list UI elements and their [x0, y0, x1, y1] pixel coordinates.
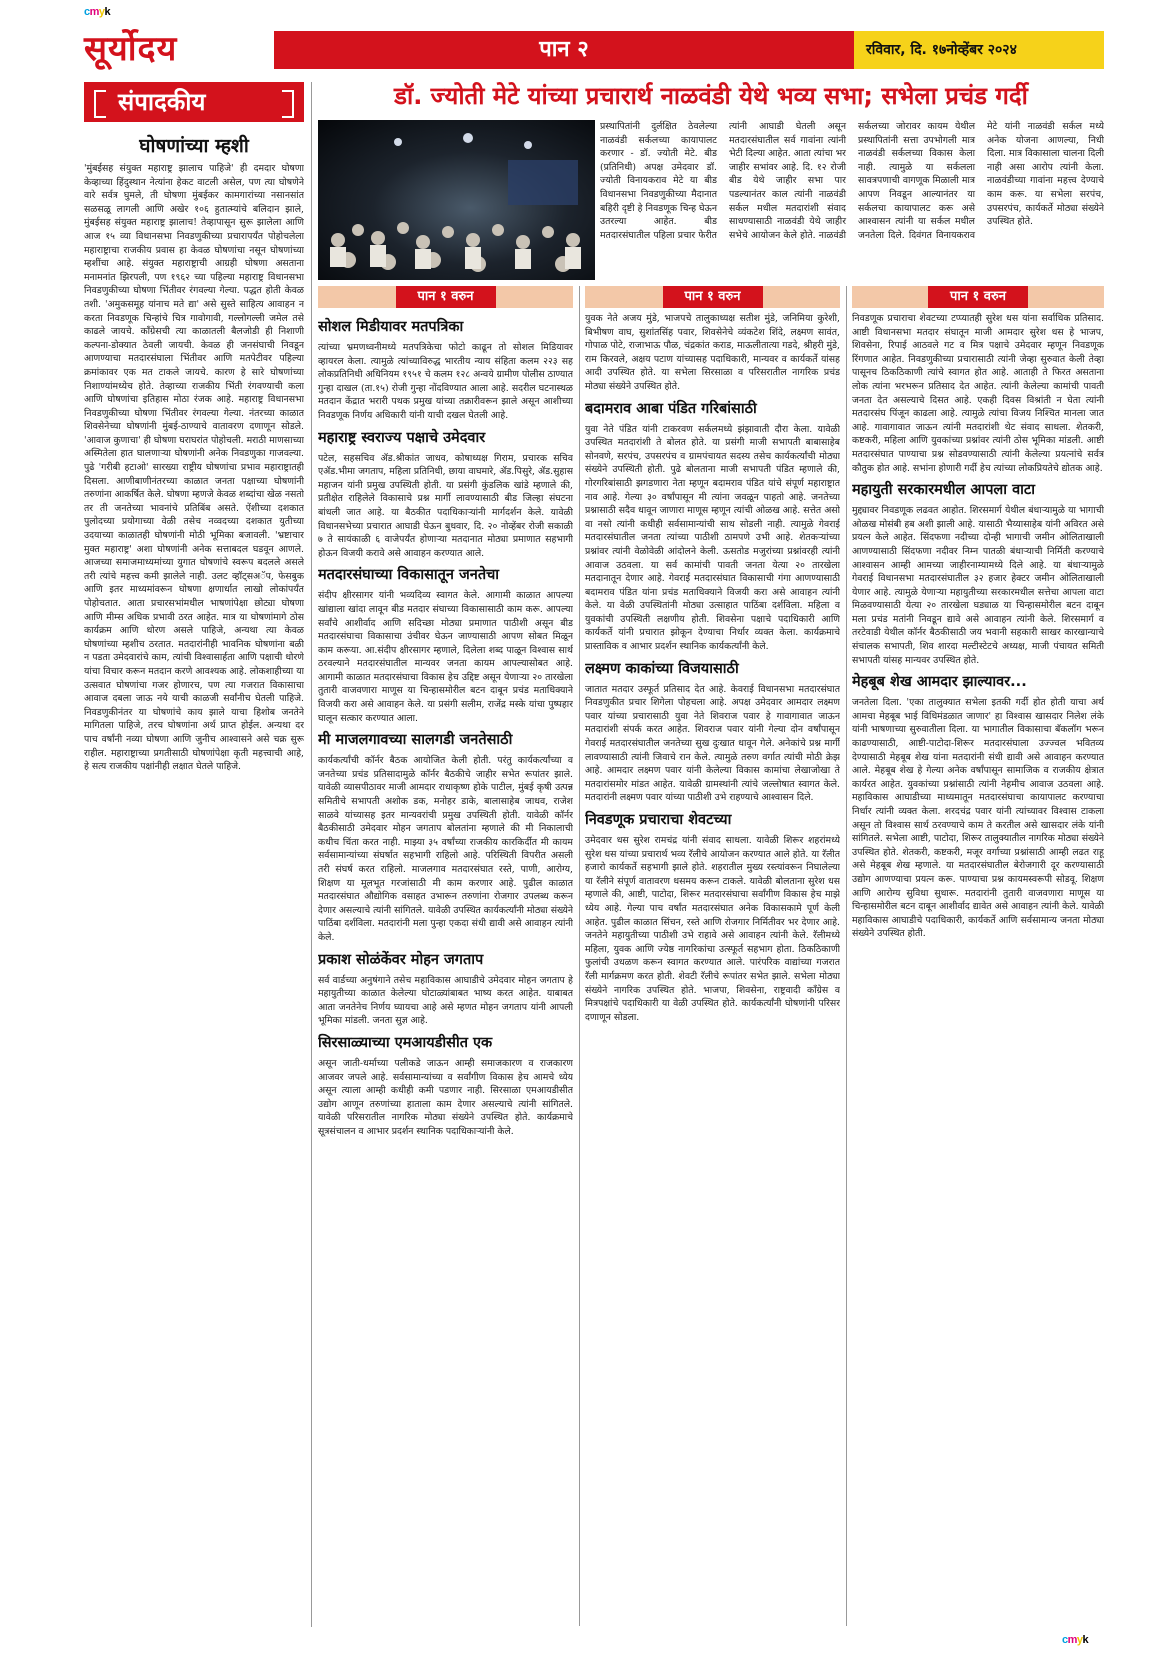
story-text: असून जाती-धर्माच्या पलीकडे जाऊन आम्ही समाजकारण व राजकारण आजवर जपले आहे. सर्वसामान्यांच्या व सर्वांगीण विकास हेच आमचे ध्येय असून त्याला आम्ही कधीही कमी पडणार नाही. सिरसाळा एमआयडीसीत उद्योग आणून तरुणांच्या हाताला काम देणार असल्याचे त्यांनी सांगितले. यावेळी परिसरातील नागरिक मोठ्या संख्येने उपस्थित होते. कार्यक्रमाचे सूत्रसंचालन व आभार प्रदर्शन स्थानिक पदाधिकाऱ्यांनी केले. — [318, 1057, 573, 1137]
story-text: मुद्द्यावर निवडणूक लढवत आहोत. शिरसमार्ग येथील बंधाऱ्यामुळे या भागाची ओळख मोसंबी हब अशी झाली आहे. यासाठी भैय्यासाहेब यांनी अविरत असे प्रयत्न केले आहेत. सिंदफणा नदीच्या दोन्ही भागाची जमीन ओलिताखाली आणण्यासाठी सिंदफणा नदीवर निम्न पातळी बंधाऱ्याची निर्मिती करण्याचे आश्वासन आम्ही आमच्या जाहीरनाम्यामध्ये दिले आहे. या बंधाऱ्यामुळे गेवराई विधानसभा मतदारसंघातील ३२ हजार हेक्टर जमीन ओलिताखाली येणार आहे. त्यामुळे येणाऱ्या महायुतीच्या सरकारमधील सत्तेचा आपला वाटा मिळवण्यासाठी येत्या २० तारखेला घड्याळ या चिन्हासमोरील बटन दाबून मला प्रचंड मतांनी निवडून द्यावे असे आवाहन त्यांनी केले. शिरसमार्ग व तरटेवाडी येथील कॉर्नर बैठकीसाठी जय भवानी सहकारी साखर कारखान्याचे संचालक सभापती, शिव शारदा मल्टीस्टेटचे अध्यक्ष, माजी पंचायत समिती सभापती यांसह मान्यवर उपस्थित होते. — [852, 505, 1104, 666]
story-heading: मतदारसंघाच्या विकासातून जनतेचा — [318, 567, 500, 584]
editorial-text: 'मुंबईसह संयुक्त महाराष्ट्र झालाच पाहिजे' ही दमदार घोषणा केव्हाच्या हिंदुस्थान नेत्यांना हेकट वाटली असेल, पण त्या घोषणेने वारे सर्वत्र घुमले, ती घोषणा मुंबईकर कामगारांच्या नसानसांत सळसळू लागली आणि अखेर १०६ हुतात्म्यांचे बलिदान झाले, मुंबईसह संयुक्त महाराष्ट्र झालाच! तेव्हापासून सुरू झालेला आणि आज १५ व्या विधानसभा निवडणुकीच्या प्रचारापर्यंत पोहोचलेला महाराष्ट्राचा राजकीय प्रवास हा केवळ घोषणांचा नसून घोषणांच्या म्हशींचा आहे. संयुक्त महाराष्ट्राची आग्रही घोषणा असताना मनामनांत झिरपली, पण १९६२ च्या पहिल्या महाराष्ट्र विधानसभा निवडणुकीच्या घोषणा भिंतीवर रंगवल्या गेल्या. पद्धत होती केवळ तशी. 'अमुकसमूह यांनाच मते द्या' असे सुस्ते साहित्य आवाहन न करता निवडणूक चिन्हांचे चित्र गावोगावी, गल्लोगल्ली जमेल तसे काढले जायचे. काँग्रेसची त्या काळातली बैलजोडी ही निशाणी कल्पना-डोक्यात ठेवली जायची. केवळ ही जनसंघाची निवडून आणण्याचा मतदारसंघाला भिंतीवर आणि मतपेटीवर पहिल्या क्रमांकावर एक मत टाकले जायचे. कारण हे सारे घोषणांच्या निशाण्यांमध्येच होते. तेव्हाच्या राजकीय भिंती रंगवण्याची कला आणि घोषणांचा इतिहास मोठा रंजक आहे. महाराष्ट्र विधानसभा निवडणुकीच्या घोषणा भिंतीवर रंगवल्या गेल्या. नंतरच्या काळात शिवसेनेच्या घोषणांनी मुंबई-ठाण्याचे वातावरण दणाणून सोडले. 'आवाज कुणाचा' ही घोषणा घराघरांत पोहोचली. मराठी माणसाच्या अस्मितेला हात घालणाऱ्या घोषणांनी अनेक निवडणुका गाजवल्या. पुढे 'गरीबी हटाओ' सारख्या राष्ट्रीय घोषणांचा प्रभाव महाराष्ट्रातही दिसला. आणीबाणीनंतरच्या काळात जनता पक्षाच्या घोषणांनी तरुणांना आकर्षित केले. घोषणा म्हणजे केवळ शब्दांचा खेळ नसतो तर ती जनतेच्या भावनांचे प्रतिबिंब असते. ऐंशीच्या दशकात पुलोदच्या प्रयोगाच्या वेळी तसेच नव्वदच्या दशकात युतीच्या उदयाच्या काळातही घोषणांनी मोठी भूमिका बजावली. 'भ्रष्टाचार मुक्त महाराष्ट्र' अशा घोषणांनी अनेक सत्ताबदल घडवून आणले. आजच्या समाजमाध्यमांच्या युगात घोषणांचे स्वरूप बदलले असले तरी त्यांचे महत्त्व कमी झालेले नाही. उलट व्हॉट्सअॅप, फेसबुक आणि इतर माध्यमांवरून घोषणा क्षणार्धात लाखो लोकांपर्यंत पोहोचतात. आता प्रचारसभांमधील भाषणांपेक्षा छोट्या घोषणा आणि मीम्स अधिक प्रभावी ठरत आहेत. मात्र या घोषणांमागे ठोस कार्यक्रम आणि धोरण असले पाहिजे, अन्यथा त्या केवळ घोषणांच्या म्हशीच ठरतात. मतदारांनीही भावनिक घोषणांना बळी न पडता उमेदवारांचे काम, त्यांची विश्वासार्हता आणि पक्षाची धोरणे यांचा विचार करून मतदान करणे आवश्यक आहे. लोकशाहीच्या या उत्सवात घोषणांचा गजर होणारच, पण त्या गजरात विकासाचा आवाज दबला जाऊ नये याची काळजी सर्वांनीच घेतली पाहिजे. निवडणुकीनंतर या घोषणांचे काय झाले याचा हिशोब जनतेने मागितला पाहिजे, तरच घोषणांना अर्थ प्राप्त होईल. अन्यथा दर पाच वर्षांनी नव्या घोषणा आणि जुनीच आश्वासने असे चक्र सुरू राहील. महाराष्ट्राच्या प्रगतीसाठी घोषणांपेक्षा कृती महत्त्वाची आहे, हे सत्य राजकीय पक्षांनीही लक्षात घेतले पाहिजे. — [84, 163, 304, 773]
page-number-band: पान २ — [274, 31, 854, 69]
story-heading: मेहबूब शेख आमदार झाल्यावर... — [852, 674, 1027, 691]
registration-mark-top: cmyk — [84, 6, 111, 18]
story-text: पटेल, सहसचिव ॲड.श्रीकांत जाधव, कोषाध्यक्ष गिराम, प्रचारक सचिव एॲड.भीमा जगताप, महिला प्रतिनिधी, छाया वाघमारे, ॲड.पिसुरे, ॲड.सुहास महाजन यांनी प्रमुख उपस्थिती होती. या प्रसंगी कुंडलिक खांडे म्हणाले की, प्रतीक्षेत राहिलेले विकासाचे प्रश्न मार्गी लावण्यासाठी बीड जिल्हा संघटना बांधली जात आहे. या बैठकीत पदाधिकाऱ्यांनी मार्गदर्शन केले. यावेळी विधानसभेच्या प्रचारात आघाडी घेऊन बुधवार, दि. २० नोव्हेंबर रोजी सकाळी ७ ते सायंकाळी ६ वाजेपर्यंत होणाऱ्या मतदानात मोठ्या प्रमाणात सहभागी होऊन विजयी करावे असे आवाहन करण्यात आले. — [318, 452, 573, 559]
editorial-section-label: संपादकीय — [118, 88, 206, 116]
continued-label: पान १ वरुन — [928, 286, 1028, 308]
story-text: संदीप क्षीरसागर यांनी भव्यदिव्य स्वागत केले. आगामी काळात आपल्या खांद्याला खांदा लावून बीड मतदार संघाच्या विकासासाठी काम करू. आपल्या सर्वांचे आशीर्वाद आणि सदिच्छा मोठ्या प्रमाणात पाठीशी असून बीड मतदारसंघाचा विकासाचा उंचीवर घेऊन जाण्यासाठी आपण सोबत मिळून काम करूया. आ.संदीप क्षीरसागर म्हणाले, दिलेला शब्द पाळून विश्वास सार्थ ठरवल्याने मतदारसंघातील मान्यवर जनता कायम आपल्यासोबत आहे. आगामी काळात मतदारसंघाचा विकास हेच उद्दिष्ट असून येणाऱ्या २० तारखेला तुतारी वाजवणारा माणूस या चिन्हासमोरील बटन दाबून प्रचंड मताधिक्याने विजयी करा असे आवाहन केले. या प्रसंगी सलीम, राजेंद्र मस्के यांचा पुष्पहार घालून सत्कार करण्यात आला. — [318, 590, 573, 724]
continued-label: पान १ वरुन — [396, 286, 496, 308]
story-text: त्यांच्या भ्रमणध्वनीमध्ये मतपत्रिकेचा फोटो काढून तो सोशल मिडियावर व्हायरल केला. त्यामुळे त्यांच्याविरुद्ध भारतीय न्याय संहिता कलम २२३ सह लोकप्रतिनिधी अधिनियम १९५१ चे कलम १२८ अन्वये ग्रामीण पोलीस ठाण्यात गुन्हा दाखल (ता.१५) रोजी गुन्हा नोंदविण्यात आला आहे. सदरील घटनास्थळ मतदान केंद्रात भरारी पथक प्रमुख यांच्या तक्रारीवरून झाले असून आशीच्या निवडणूक निर्णय अधिकारी यांनी याची दखल घेतली आहे. — [318, 342, 573, 421]
crowd-illustration — [318, 120, 595, 280]
story-text: युवा नेते पंडित यांनी टाकरवण सर्कलमध्ये झंझावाती दौरा केला. यावेळी उपस्थित मतदारांशी ते बोलत होते. या प्रसंगी माजी सभापती बाबासाहेब सोनवणे, सरपंच, उपसरपंच व ग्रामपंचायत सदस्य तसेच कार्यकर्त्यांची मोठ्या संख्येने उपस्थिती होती. पुढे बोलताना माजी सभापती पंडित म्हणाले की, गोरगरिबांसाठी झगडणारा नेता म्हणून बदामराव पंडित यांचे संपूर्ण महाराष्ट्रात नाव आहे. गेल्या ३० वर्षांपासून मी त्यांना जवळून पाहतो आहे. जनतेच्या प्रश्नासाठी सदैव धावून जाणारा माणूस म्हणून त्यांची ओळख आहे. सत्तेत असो वा नसो त्यांनी कधीही सर्वसामान्यांची साथ सोडली नाही. त्यामुळे गेवराई मतदारसंघातील जनता त्यांच्या पाठीशी ठामपणे उभी आहे. शेतकऱ्यांच्या प्रश्नांवर त्यांनी वेळोवेळी आंदोलने केली. ऊसतोड मजुरांच्या प्रश्नांवरही त्यांनी आवाज उठवला. या सर्व कामांची पावती जनता येत्या २० तारखेला मतदानातून देणार आहे. गेवराई मतदारसंघात विकासाची गंगा आणण्यासाठी बदामराव पंडित यांना प्रचंड मताधिक्याने विजयी करा असे आवाहन त्यांनी केले. या वेळी उपस्थितांनी मोठ्या उत्साहात पाठिंबा दर्शविला. महिला व युवकांची उपस्थिती लक्षणीय होती. शिवसेना पक्षाचे पदाधिकारी आणि कार्यकर्ते यांनी प्रचारात झोकून देण्याचा निर्धार व्यक्त केला. कार्यक्रमाचे प्रास्ताविक व आभार प्रदर्शन स्थानिक कार्यकर्त्यांनी केले. — [585, 423, 840, 653]
editorial-body — [84, 162, 304, 1624]
story-heading: महायुती सरकारमधील आपला वाटा — [852, 482, 1035, 499]
story-text: युवक नेते अजय मुंडे, भाजपचे तालुकाध्यक्ष सतीश मुंडे, जनिमिया कुरेशी, बिभीषण वाघ, सुशांतसिंह पवार, शिवसेनेचे व्यंकटेश शिंदे, लक्ष्मण सावंत, गोपाळ पोटे, राजाभाऊ पौळ, चंद्रकांत कराड, माऊलीतात्या गडदे, श्रीहरी मुंडे, राम किरवले, अक्षय पटाण यांच्यासह पदाधिकारी, मान्यवर व कार्यकर्ते यांसह आदी उपस्थित होते. या सभेला सिरसाळा व परिसरातील नागरिक प्रचंड मोठ्या संख्येने उपस्थित होते. — [585, 313, 840, 392]
story-text: सर्व वार्डच्या अनुषंगाने तसेच महाविकास आघाडीचे उमेदवार मोहन जगताप हे महायुतीच्या काळात केलेल्या घोटाळ्यांबाबत भाष्य करत आहेत. याबाबत आता जनतेनेच निर्णय घ्यायचा आहे असे म्हणत मोहन जगताप यांनी आपली भूमिका मांडली. जनता सुज्ञ आहे. — [318, 974, 573, 1027]
story-heading: प्रकाश सोळंकेंवर मोहन जगताप — [318, 951, 484, 968]
lead-headline: डॉ. ज्योती मेटे यांच्या प्रचारार्थ नाळवंडी येथे भव्य सभा; सभेला प्रचंड गर्दी — [394, 82, 1028, 110]
column-3 — [585, 312, 840, 1627]
newspaper-logo: सूर्योदय — [84, 29, 178, 69]
column-divider — [846, 286, 847, 1626]
story-heading: सोशल मिडीयावर मतपत्रिका — [318, 319, 464, 335]
story-text: जनतेला दिला. 'एका तालुक्यात सभेला इतकी गर्दी होत होती याचा अर्थ आमचा मेहबूब भाई विधिमंडळात जाणार' हा विश्वास खासदार निलेश लंके यांनी भाषणाच्या सुरुवातीला दिला. या भागातील विकासाचा बॅकलॉग भरून काढण्यासाठी, आष्टी-पाटोदा-शिरूर मतदारसंघाला उज्ज्वल भवितव्य देण्यासाठी मेहबूब शेख यांना मतदारांनी संधी द्यावी असे आवाहन करण्यात आले. मेहबूब शेख हे गेल्या अनेक वर्षांपासून सामाजिक व राजकीय क्षेत्रात कार्यरत आहेत. युवकांच्या प्रश्नांसाठी त्यांनी नेहमीच आवाज उठवला आहे. महाविकास आघाडीच्या माध्यमातून मतदारसंघाचा कायापालट करण्याचा निर्धार त्यांनी व्यक्त केला. शरदचंद्र पवार यांनी त्यांच्यावर विश्वास टाकला असून तो विश्वास सार्थ ठरवण्याचे काम ते करतील असे खासदार लंके यांनी सांगितले. सभेला आष्टी, पाटोदा, शिरूर तालुक्यातील नागरिक मोठ्या संख्येने उपस्थित होते. शेतकरी, कष्टकरी, मजूर वर्गाच्या प्रश्नांसाठी आम्ही लढत राहू असे मेहबूब शेख म्हणाले. या मतदारसंघातील बेरोजगारी दूर करण्यासाठी उद्योग आणण्याचा प्रयत्न करू. पाण्याचा प्रश्न कायमस्वरूपी सोडवू. शिक्षण आणि आरोग्य सुविधा सुधारू. मतदारांनी तुतारी वाजवणारा माणूस या चिन्हासमोरील बटन दाबून आशीर्वाद द्यावेत असे आवाहन त्यांनी केले. यावेळी महाविकास आघाडीचे पदाधिकारी, कार्यकर्ते आणि सर्वसामान्य जनता मोठ्या संख्येने उपस्थित होती. — [852, 697, 1104, 940]
lead-story-text: प्रस्थापितांनी दुर्लक्षित ठेवलेल्या नाळवंडी सर्कलच्या कायापालट करणार - डॉ. ज्योती मेटे. बीड (प्रतिनिधी) अपक्ष उमेदवार डॉ. ज्योती विनायकराव मेटे या बीड विधानसभा निवडणुकीच्या मैदानात बहिरी दृष्टी हे निवडणूक चिन्ह घेऊन उतरल्या आहेत. बीड मतदारसंघातील पहिला प्रचार फेरीत त्यांनी आघाडी घेतली असून मतदारसंघातील सर्व गावांना त्यांनी भेटी दिल्या आहेत. आता त्यांचा भर जाहीर सभांवर आहे. दि. १२ रोजी बीड येथे जाहीर सभा पार पडल्यानंतर काल त्यांनी नाळवंडी सर्कल मधील मतदारांशी संवाद साधण्यासाठी नाळवंडी येथे जाहीर सभेचे आयोजन केले होते. नाळवंडी सर्कलच्या जोरावर कायम येथील प्रस्थापितांनी सत्ता उपभोगली मात्र नाळवंडी सर्कलच्या विकास केला नाही. त्यामुळे या सर्कलला सावत्रपणाची वागणूक मिळाली मात्र आपण निवडून आल्यानंतर या सर्कलचा कायापालट करू असे आश्वासन त्यांनी या सर्कल मधील जनतेला दिले. दिवंगत विनायकराव मेटे यांनी नाळवंडी सर्कल मध्ये अनेक योजना आणल्या, निधी दिला. मात्र विकासाला चालना दिली नाही असा आरोप त्यांनी केला. नाळवंडीच्या गावांना महत्त्व देण्याचे काम करू. या सभेला सरपंच, उपसरपंच, कार्यकर्ते मोठ्या संख्येने उपस्थित होते. — [600, 121, 1104, 241]
lead-story-intro — [600, 120, 1104, 280]
story-heading: महाराष्ट्र स्वराज्य पक्षाचे उमेदवार — [318, 429, 486, 446]
editorial-title: घोषणांच्या म्हशी — [139, 135, 249, 157]
editorial-section-band — [84, 82, 304, 122]
story-heading: निवडणूक प्रचाराचा शेवटच्या — [585, 812, 732, 828]
story-heading: मी माजलगावच्या सालगडी जनतेसाठी — [318, 732, 513, 749]
story-heading: बदामराव आबा पंडित गरिबांसाठी — [585, 400, 757, 417]
column-4 — [852, 312, 1104, 1627]
continued-band-col4 — [852, 286, 1104, 308]
masthead — [84, 25, 1104, 75]
sabha-photo — [318, 120, 595, 280]
continued-label: पान १ वरुन — [663, 286, 763, 308]
story-text: कार्यकर्त्यांची कॉर्नर बैठक आयोजित केली होती. परंतु कार्यकर्त्यांच्या व जनतेच्या प्रचंड प्रतिसादामुळे कॉर्नर बैठकीचे जाहीर सभेत रूपांतर झाले. यावेळी व्यासपीठावर माजी आमदार राधाकृष्ण होके पाटील, मुंबई कृषी उत्पन्न समितीचे सभापती अशोक डक, मनोहर डाके, बालासाहेब जाधव, राजेश साळवे यांच्यासह इतर मान्यवरांची प्रमुख उपस्थिती होती. यावेळी कॉर्नर बैठकीसाठी उमेदवार मोहन जगताप बोलतांना म्हणाले की मी निकालाची कधीच चिंता करत नाही. माझ्या ३५ वर्षांच्या राजकीय कारकिर्दीत मी कायम सर्वसामान्यांच्या संघर्षात सहभागी राहिलो आहे. परिस्थिती विपरीत असली तरी संघर्ष करत राहिलो. माजलगाव मतदारसंघात रस्ते, पाणी, आरोग्य, शिक्षण या मूलभूत गरजांसाठी मी काम करणार आहे. पुढील काळात मतदारसंघात औद्योगिक वसाहत उभारून तरुणांना रोजगार उपलब्ध करून देणार असल्याचे त्यांनी सांगितले. यावेळी उपस्थित कार्यकर्त्यांनी मोठ्या संख्येने पाठिंबा दर्शविला. मतदारांनी मला पुन्हा एकदा संधी द्यावी असे आवाहन त्यांनी केले. — [318, 755, 573, 943]
column-divider — [311, 82, 312, 1627]
continued-band-col3 — [585, 286, 840, 308]
date-band: रविवार, दि. १७नोव्हेंबर २०२४ — [854, 31, 1104, 69]
story-text: उमेदवार धस सुरेश रामचंद्र यांनी संवाद साधला. यावेळी शिरूर शहरांमध्ये सुरेश धस यांच्या प्रचारार्थ भव्य रॅलीचे आयोजन करण्यात आले होते. या रॅलीत हजारो कार्यकर्ते सहभागी झाले होते. शहरातील मुख्य रस्त्यांवरून निघालेल्या या रॅलीने संपूर्ण वातावरण धसमय करून टाकले. यावेळी बोलताना सुरेश धस म्हणाले की, आष्टी, पाटोदा, शिरूर मतदारसंघाचा सर्वांगीण विकास हेच माझे ध्येय आहे. गेल्या पाच वर्षांत मतदारसंघात अनेक विकासकामे पूर्ण केली आहेत. पुढील काळात सिंचन, रस्ते आणि रोजगार निर्मितीवर भर देणार आहे. जनतेने महायुतीच्या पाठीशी उभे राहावे असे आवाहन त्यांनी केले. रॅलीमध्ये महिला, युवक आणि ज्येष्ठ नागरिकांचा उत्स्फूर्त सहभाग होता. ठिकठिकाणी फुलांची उधळण करून स्वागत करण्यात आले. पारंपरिक वाद्यांच्या गजरात रॅली मार्गक्रमण करत होती. शेवटी रॅलीचे रूपांतर सभेत झाले. सभेला मोठ्या संख्येने नागरिक उपस्थित होते. भाजपा, शिवसेना, राष्ट्रवादी काँग्रेस व मित्रपक्षांचे पदाधिकारी या वेळी उपस्थित होते. कार्यकर्त्यांनी घोषणांनी परिसर दणाणून सोडला. — [585, 835, 840, 1023]
story-heading: लक्ष्मण काकांच्या विजयासाठी — [585, 660, 739, 677]
continued-band-col2 — [318, 286, 573, 308]
column-2 — [318, 312, 573, 1627]
registration-mark-bottom: cmyk — [1062, 1634, 1089, 1646]
story-text: जातात मतदार उस्फूर्त प्रतिसाद देत आहे. केवराई विधानसभा मतदारसंघात निवडणुकीत प्रचार शिगेला पोहचला आहे. अपक्ष उमेदवार आमदार लक्ष्मण पवार यांच्या प्रचारासाठी युवा नेते शिवराज पवार हे गावागावात जाऊन मतदारांशी संपर्क करत आहेत. शिवराज पवार यांनी गेल्या दोन वर्षांपासून गेवराई मतदारसंघातील जनतेच्या सुख दुःखात धावून गेले. अनेकांचे प्रश्न मार्गी लावण्यासाठी त्यांनी जिवाचे रान केले. त्यामुळे तरुण वर्गात त्यांची मोठी क्रेझ आहे. आमदार लक्ष्मण पवार यांनी केलेल्या विकास कामांचा लेखाजोखा ते मतदारांसमोर मांडत आहेत. यावेळी ग्रामस्थांनी त्यांचे जल्लोषात स्वागत केले. मतदारांनी लक्ष्मण पवार यांच्या पाठीशी उभे राहण्याचे आश्वासन दिले. — [585, 683, 840, 804]
column-divider — [579, 286, 580, 1626]
story-heading: सिरसाळ्याच्या एमआयडीसीत एक — [318, 1034, 493, 1051]
story-text: निवडणूक प्रचाराचा शेवटच्या टप्प्यातही सुरेश धस यांना सर्वाधिक प्रतिसाद. आष्टी विधानसभा मतदार संघातून माजी आमदार सुरेश धस हे भाजप, शिवसेना, रिपाई आठवले गट व मित्र पक्षाचे उमेदवार म्हणून निवडणूक रिंगणात आहेत. निवडणुकीच्या प्रचारासाठी त्यांनी जेव्हा सुरुवात केली तेव्हा पासूनच ठिकठिकाणी त्यांचे स्वागत होत आहे. आताही ते फिरत असताना लोक त्यांना भरभरून प्रतिसाद देत आहेत. त्यांनी केलेल्या कामांची पावती जनता देत असल्याचे दिसत आहे. एकही दिवस विश्रांती न घेता त्यांनी मतदारसंघ पिंजून काढला आहे. त्यामुळे त्यांचा विजय निश्चित मानला जात आहे. गावागावात जाऊन त्यांनी मतदारांशी थेट संवाद साधला. शेतकरी, कष्टकरी, महिला आणि युवकांच्या प्रश्नांवर त्यांनी ठोस भूमिका मांडली. आष्टी मतदारसंघात पाण्याचा प्रश्न सोडवण्यासाठी त्यांनी केलेल्या प्रयत्नांचे सर्वत्र कौतुक होत आहे. सभांना होणारी गर्दी हेच त्यांच्या लोकप्रियतेचे द्योतक आहे. — [852, 313, 1104, 474]
